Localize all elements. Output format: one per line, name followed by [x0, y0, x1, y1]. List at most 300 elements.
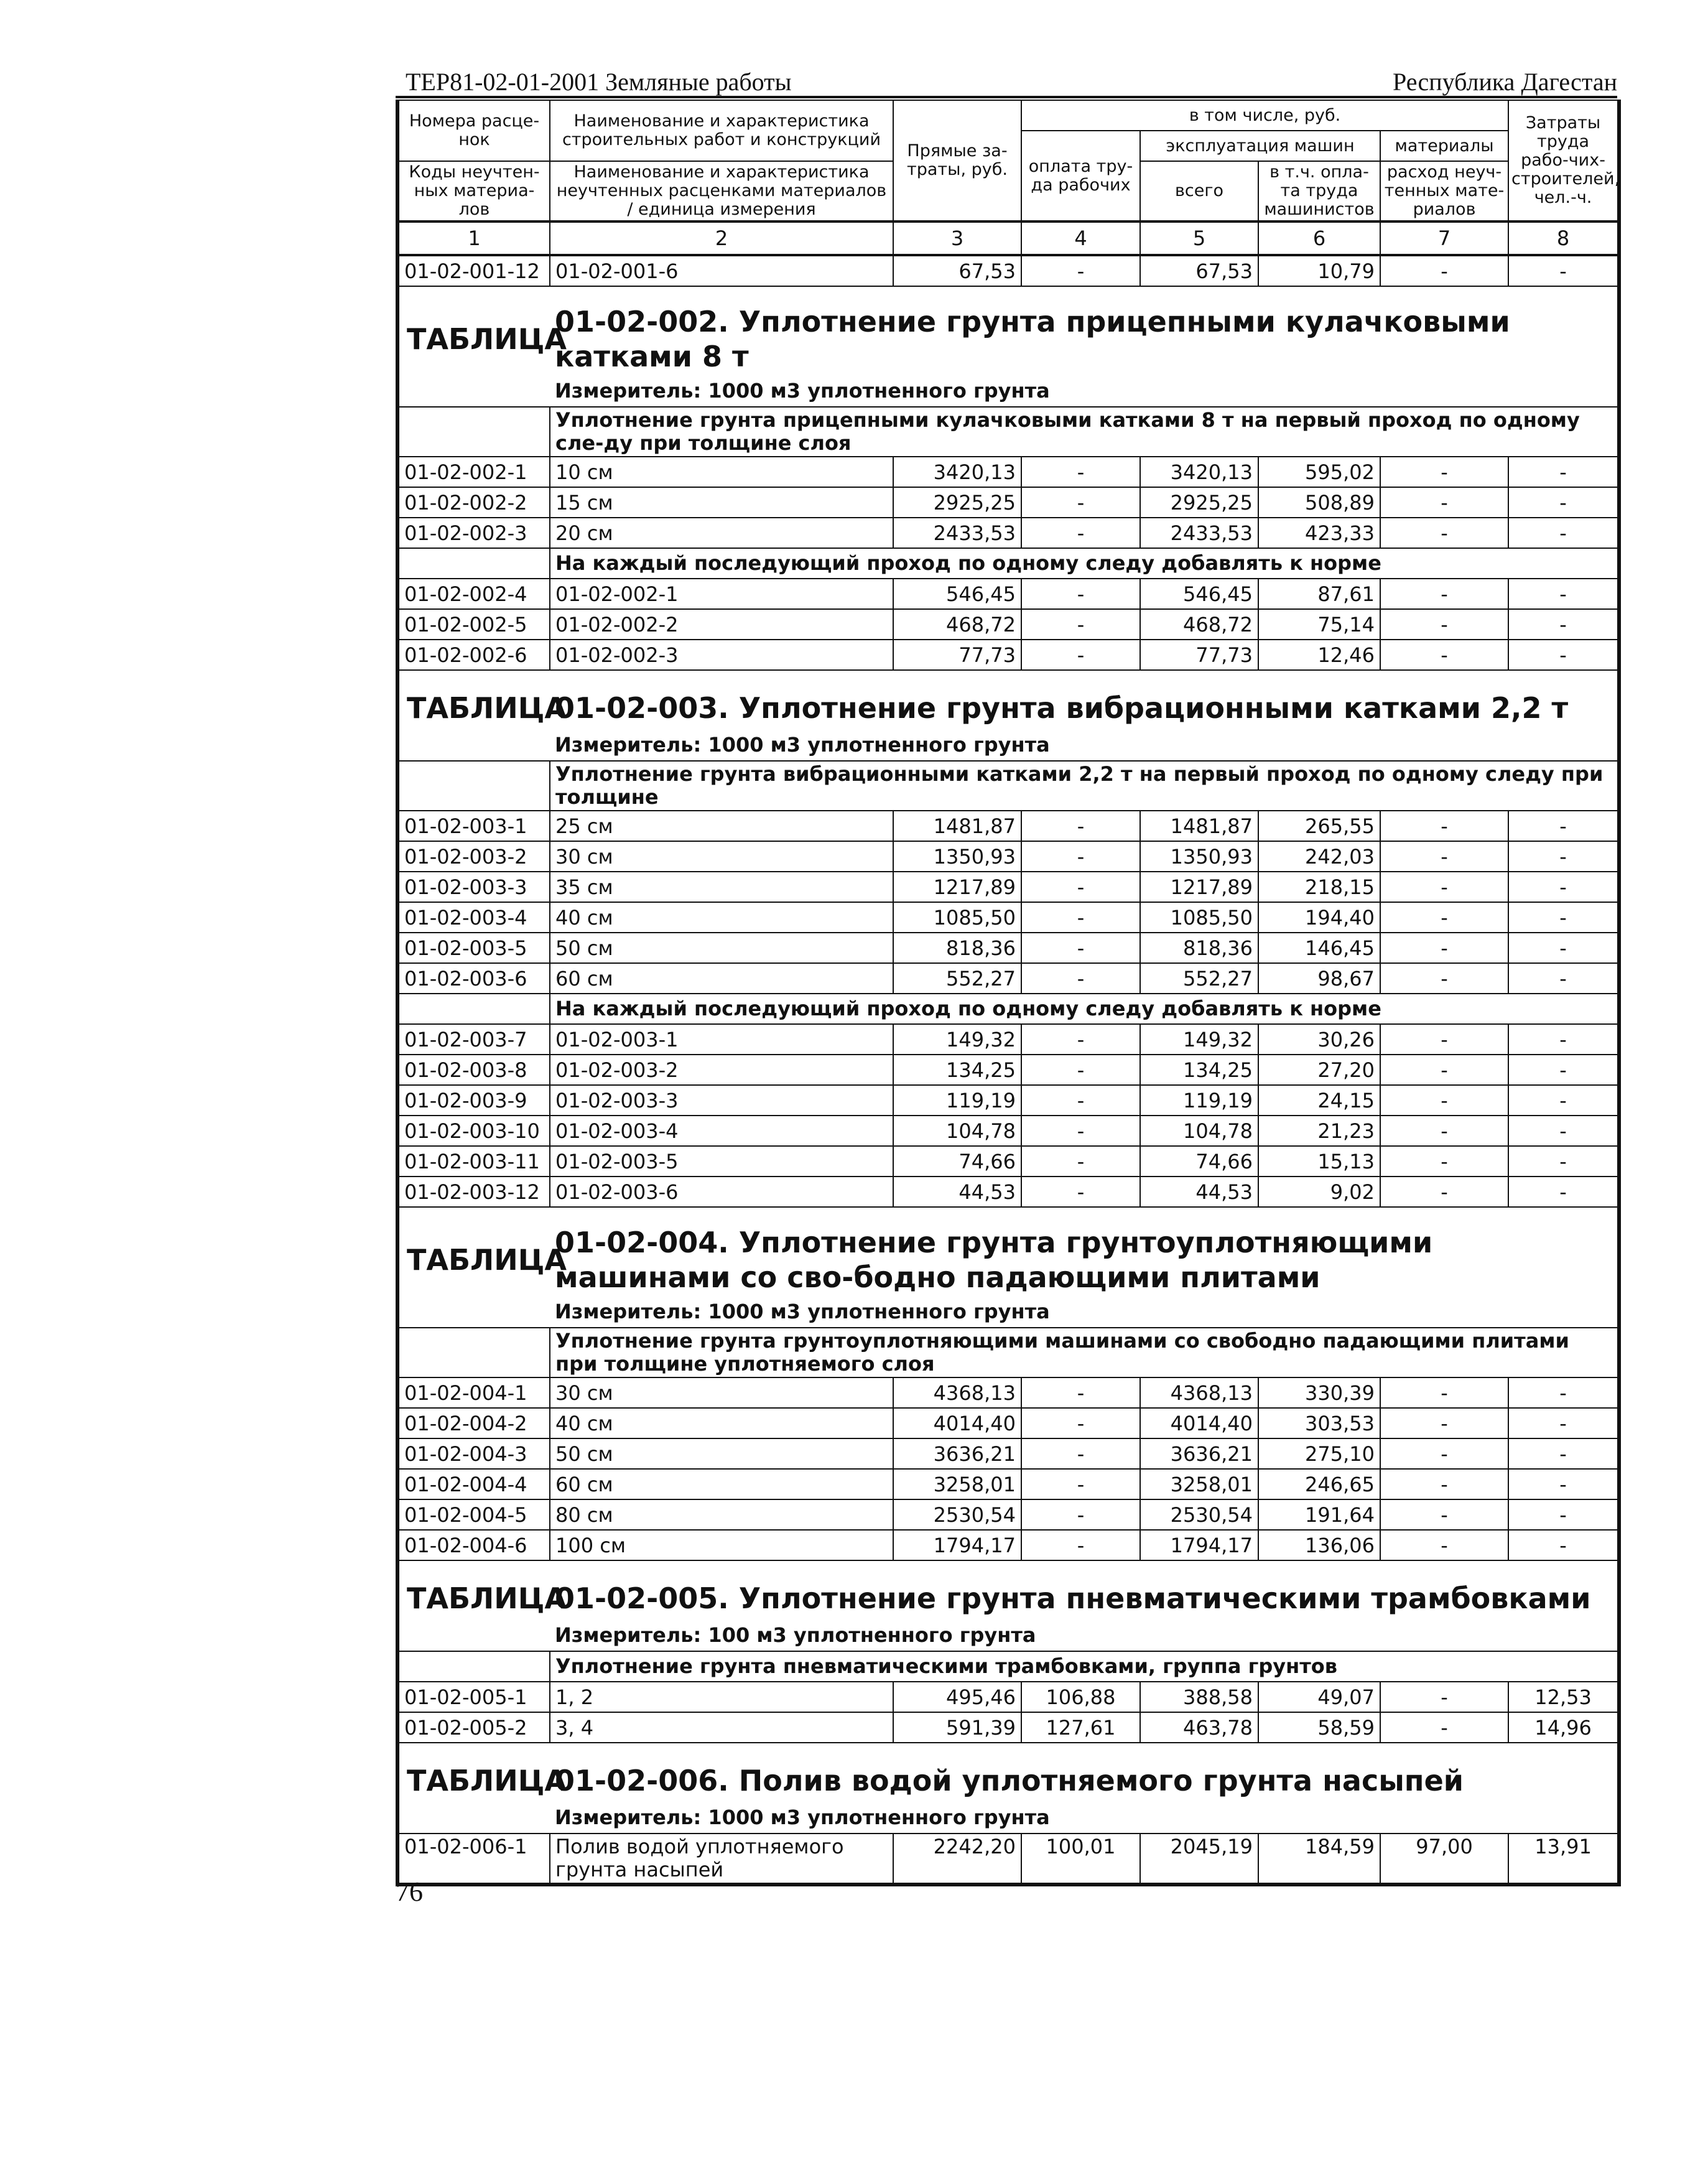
worker-pay: - — [1021, 1055, 1140, 1085]
rate-code: 01-02-003-2 — [397, 841, 550, 872]
table-row — [397, 1408, 1619, 1438]
machinist-pay: 15,13 — [1258, 1146, 1380, 1177]
rate-code: 01-02-002-1 — [397, 457, 550, 487]
machines-total: 4368,13 — [1140, 1377, 1258, 1408]
table-row — [397, 1682, 1619, 1712]
work-name: 60 см — [550, 963, 893, 994]
column-number: 1 — [397, 221, 550, 255]
worker-pay: - — [1021, 487, 1140, 518]
labor-costs: - — [1508, 255, 1619, 286]
col-header-material-codes: Коды неучтен-ных материа-лов — [397, 161, 550, 221]
table-title: 01-02-003. Уплотнение грунта вибрационными катками 2,2 т — [555, 691, 1569, 725]
machines-total: 1217,89 — [1140, 872, 1258, 902]
machinist-pay: 75,14 — [1258, 609, 1380, 640]
labor-costs: - — [1508, 1055, 1619, 1085]
materials: - — [1380, 811, 1508, 841]
materials: - — [1380, 1146, 1508, 1177]
machines-total: 67,53 — [1140, 255, 1258, 286]
direct-costs: 3420,13 — [893, 457, 1021, 487]
work-name: 25 см — [550, 811, 893, 841]
labor-costs: - — [1508, 1499, 1619, 1530]
machines-total: 468,72 — [1140, 609, 1258, 640]
direct-costs: 67,53 — [893, 255, 1021, 286]
work-name: 1, 2 — [550, 1682, 893, 1712]
work-name: 01-02-003-5 — [550, 1146, 893, 1177]
machinist-pay: 21,23 — [1258, 1116, 1380, 1146]
machines-total: 552,27 — [1140, 963, 1258, 994]
column-number-row — [397, 221, 1619, 255]
table-measure: Измеритель: 1000 м3 уплотненного грунта — [550, 375, 1619, 407]
machines-total: 1481,87 — [1140, 811, 1258, 841]
labor-costs: - — [1508, 1024, 1619, 1055]
rate-code: 01-02-004-4 — [397, 1469, 550, 1499]
worker-pay: - — [1021, 1177, 1140, 1207]
machines-total: 1794,17 — [1140, 1530, 1258, 1560]
spacer — [397, 375, 550, 407]
labor-costs: - — [1508, 457, 1619, 487]
machinist-pay: 24,15 — [1258, 1085, 1380, 1116]
machinist-pay: 194,40 — [1258, 902, 1380, 933]
direct-costs: 4368,13 — [893, 1377, 1021, 1408]
labor-costs: - — [1508, 1146, 1619, 1177]
spacer — [397, 1296, 550, 1328]
col-header-direct-costs: Прямые за-траты, руб. — [893, 100, 1021, 221]
rate-code: 01-02-002-5 — [397, 609, 550, 640]
work-name: 40 см — [550, 1408, 893, 1438]
machines-total: 546,45 — [1140, 579, 1258, 609]
table-row — [397, 1499, 1619, 1530]
table-measure: Измеритель: 1000 м3 уплотненного грунта — [550, 1802, 1619, 1834]
materials: - — [1380, 1085, 1508, 1116]
rate-code: 01-02-002-4 — [397, 579, 550, 609]
direct-costs: 119,19 — [893, 1085, 1021, 1116]
col-header-materials: материалы — [1380, 131, 1508, 161]
labor-costs: - — [1508, 609, 1619, 640]
table-title-row — [397, 303, 1619, 375]
table-row — [397, 1085, 1619, 1116]
table-row — [397, 1146, 1619, 1177]
rate-code: 01-02-003-6 — [397, 963, 550, 994]
labor-costs: - — [1508, 1085, 1619, 1116]
worker-pay: 127,61 — [1021, 1712, 1140, 1743]
table-row — [397, 1469, 1619, 1499]
spacer — [397, 1802, 550, 1834]
materials: - — [1380, 1177, 1508, 1207]
table-title-row — [397, 1577, 1619, 1619]
table-row — [397, 255, 1619, 286]
table-title: 01-02-002. Уплотнение грунта прицепными кулачковыми катками 8 т — [555, 305, 1510, 373]
spacer — [397, 548, 550, 579]
worker-pay: - — [1021, 811, 1140, 841]
machines-total: 2925,25 — [1140, 487, 1258, 518]
table-measure: Измеритель: 1000 м3 уплотненного грунта — [550, 1296, 1619, 1328]
materials: - — [1380, 1024, 1508, 1055]
direct-costs: 1794,17 — [893, 1530, 1021, 1560]
col-header-material-consumption: расход неуч-тенных мате-риалов — [1380, 161, 1508, 221]
group-title: Уплотнение грунта вибрационными катками 2,2 т на первый проход по одному следу при толщине — [550, 761, 1619, 811]
rate-code: 01-02-002-6 — [397, 640, 550, 670]
work-name: 100 см — [550, 1530, 893, 1560]
labor-costs: - — [1508, 933, 1619, 963]
table-title: 01-02-006. Полив водой уплотняемого грунта насыпей — [555, 1764, 1464, 1797]
machines-total: 149,32 — [1140, 1024, 1258, 1055]
work-name: 01-02-003-1 — [550, 1024, 893, 1055]
work-name: 60 см — [550, 1469, 893, 1499]
direct-costs: 2433,53 — [893, 518, 1021, 548]
table-row — [397, 1530, 1619, 1560]
machines-total: 104,78 — [1140, 1116, 1258, 1146]
work-name: Полив водой уплотняемого грунта насыпей — [550, 1834, 893, 1885]
work-name: 30 см — [550, 841, 893, 872]
spacer — [397, 1651, 550, 1682]
machinist-pay: 508,89 — [1258, 487, 1380, 518]
materials: - — [1380, 1499, 1508, 1530]
machinist-pay: 146,45 — [1258, 933, 1380, 963]
machinist-pay: 87,61 — [1258, 579, 1380, 609]
table-label: ТАБЛИЦА — [407, 691, 567, 725]
table-row — [397, 1055, 1619, 1085]
worker-pay: - — [1021, 902, 1140, 933]
rate-code: 01-02-003-10 — [397, 1116, 550, 1146]
machines-total: 4014,40 — [1140, 1408, 1258, 1438]
materials: - — [1380, 1116, 1508, 1146]
spacer — [397, 994, 550, 1024]
labor-costs: - — [1508, 1530, 1619, 1560]
table-title: 01-02-005. Уплотнение грунта пневматическими трамбовками — [555, 1582, 1591, 1615]
table-row — [397, 518, 1619, 548]
machinist-pay: 218,15 — [1258, 872, 1380, 902]
direct-costs: 2242,20 — [893, 1834, 1021, 1885]
table-label: ТАБЛИЦА — [407, 322, 567, 356]
worker-pay: - — [1021, 609, 1140, 640]
direct-costs: 104,78 — [893, 1116, 1021, 1146]
table-row — [397, 1438, 1619, 1469]
table-row — [397, 579, 1619, 609]
group-title: На каждый последующий проход по одному следу добавлять к норме — [550, 548, 1619, 579]
direct-costs: 2530,54 — [893, 1499, 1021, 1530]
machines-total: 463,78 — [1140, 1712, 1258, 1743]
machines-total: 44,53 — [1140, 1177, 1258, 1207]
table-row — [397, 933, 1619, 963]
col-header-work-name: Наименование и характеристика строительных работ и конструкций — [550, 100, 893, 161]
direct-costs: 3258,01 — [893, 1469, 1021, 1499]
work-name: 01-02-003-2 — [550, 1055, 893, 1085]
machinist-pay: 246,65 — [1258, 1469, 1380, 1499]
worker-pay: - — [1021, 579, 1140, 609]
machinist-pay: 303,53 — [1258, 1408, 1380, 1438]
worker-pay: - — [1021, 1530, 1140, 1560]
direct-costs: 468,72 — [893, 609, 1021, 640]
machines-total: 2433,53 — [1140, 518, 1258, 548]
machinist-pay: 275,10 — [1258, 1438, 1380, 1469]
machinist-pay: 49,07 — [1258, 1682, 1380, 1712]
direct-costs: 1217,89 — [893, 872, 1021, 902]
column-number: 7 — [1380, 221, 1508, 255]
spacer — [397, 407, 550, 457]
spacer — [397, 1619, 550, 1651]
direct-costs: 1085,50 — [893, 902, 1021, 933]
direct-costs: 77,73 — [893, 640, 1021, 670]
machinist-pay: 242,03 — [1258, 841, 1380, 872]
work-name: 01-02-002-2 — [550, 609, 893, 640]
table-measure: Измеритель: 1000 м3 уплотненного грунта — [550, 729, 1619, 761]
work-name: 80 см — [550, 1499, 893, 1530]
machines-total: 1350,93 — [1140, 841, 1258, 872]
worker-pay: 100,01 — [1021, 1834, 1140, 1885]
materials: - — [1380, 518, 1508, 548]
table-title-row — [397, 687, 1619, 729]
col-header-machines: эксплуатация машин — [1140, 131, 1380, 161]
materials: - — [1380, 902, 1508, 933]
machines-total: 74,66 — [1140, 1146, 1258, 1177]
worker-pay: - — [1021, 1146, 1140, 1177]
labor-costs: - — [1508, 487, 1619, 518]
materials: 97,00 — [1380, 1834, 1508, 1885]
rate-code: 01-02-004-3 — [397, 1438, 550, 1469]
group-title: Уплотнение грунта прицепными кулачковыми катками 8 т на первый проход по одному сле-ду при толщине слоя — [550, 407, 1619, 457]
machinist-pay: 9,02 — [1258, 1177, 1380, 1207]
col-header-machines-total: всего — [1140, 161, 1258, 221]
rate-code: 01-02-003-4 — [397, 902, 550, 933]
worker-pay: 106,88 — [1021, 1682, 1140, 1712]
materials: - — [1380, 255, 1508, 286]
machinist-pay: 595,02 — [1258, 457, 1380, 487]
labor-costs: 14,96 — [1508, 1712, 1619, 1743]
table-row — [397, 872, 1619, 902]
table-row — [397, 1116, 1619, 1146]
materials: - — [1380, 487, 1508, 518]
worker-pay: - — [1021, 457, 1140, 487]
running-header-title: ТЕР81-02-01-2001 Земляные работы — [406, 68, 792, 96]
direct-costs: 3636,21 — [893, 1438, 1021, 1469]
worker-pay: - — [1021, 841, 1140, 872]
rate-code: 01-02-003-12 — [397, 1177, 550, 1207]
spacer — [397, 1328, 550, 1377]
table-row — [397, 963, 1619, 994]
labor-costs: - — [1508, 579, 1619, 609]
direct-costs: 1481,87 — [893, 811, 1021, 841]
column-number: 8 — [1508, 221, 1619, 255]
materials: - — [1380, 963, 1508, 994]
col-header-material-names: Наименование и характеристика неучтенных расценками материалов / единица измерения — [550, 161, 893, 221]
materials: - — [1380, 457, 1508, 487]
work-name: 01-02-003-6 — [550, 1177, 893, 1207]
labor-costs: 13,91 — [1508, 1834, 1619, 1885]
group-title: Уплотнение грунта пневматическими трамбовками, группа грунтов — [550, 1651, 1619, 1682]
worker-pay: - — [1021, 518, 1140, 548]
table-label: ТАБЛИЦА — [407, 1243, 567, 1277]
rate-code: 01-02-002-3 — [397, 518, 550, 548]
worker-pay: - — [1021, 1085, 1140, 1116]
machinist-pay: 27,20 — [1258, 1055, 1380, 1085]
machines-total: 119,19 — [1140, 1085, 1258, 1116]
spacer — [397, 761, 550, 811]
labor-costs: - — [1508, 518, 1619, 548]
table-measure: Измеритель: 100 м3 уплотненного грунта — [550, 1619, 1619, 1651]
direct-costs: 818,36 — [893, 933, 1021, 963]
column-number: 4 — [1021, 221, 1140, 255]
worker-pay: - — [1021, 1408, 1140, 1438]
running-header-region: Республика Дагестан — [1393, 68, 1617, 96]
col-header-rate-number: Номера расце-нок — [397, 100, 550, 161]
machines-total: 1085,50 — [1140, 902, 1258, 933]
materials: - — [1380, 609, 1508, 640]
rate-code: 01-02-001-12 — [397, 255, 550, 286]
machines-total: 77,73 — [1140, 640, 1258, 670]
table-row — [397, 457, 1619, 487]
worker-pay: - — [1021, 1469, 1140, 1499]
table-row — [397, 1712, 1619, 1743]
work-name: 01-02-002-3 — [550, 640, 893, 670]
work-name: 20 см — [550, 518, 893, 548]
table-row — [397, 1024, 1619, 1055]
work-name: 50 см — [550, 933, 893, 963]
machines-total: 3258,01 — [1140, 1469, 1258, 1499]
machinist-pay: 184,59 — [1258, 1834, 1380, 1885]
rate-code: 01-02-003-7 — [397, 1024, 550, 1055]
materials: - — [1380, 933, 1508, 963]
materials: - — [1380, 1712, 1508, 1743]
table-title: 01-02-004. Уплотнение грунта грунтоуплотняющими машинами со сво-бодно падающими плитами — [555, 1226, 1433, 1294]
direct-costs: 2925,25 — [893, 487, 1021, 518]
table-row — [397, 902, 1619, 933]
machines-total: 134,25 — [1140, 1055, 1258, 1085]
machinist-pay: 423,33 — [1258, 518, 1380, 548]
col-header-including: в том числе, руб. — [1021, 100, 1508, 131]
materials: - — [1380, 1408, 1508, 1438]
machines-total: 2530,54 — [1140, 1499, 1258, 1530]
labor-costs: - — [1508, 872, 1619, 902]
work-name: 50 см — [550, 1438, 893, 1469]
group-title: На каждый последующий проход по одному следу добавлять к норме — [550, 994, 1619, 1024]
rate-code: 01-02-004-5 — [397, 1499, 550, 1530]
labor-costs: - — [1508, 1469, 1619, 1499]
machines-total: 388,58 — [1140, 1682, 1258, 1712]
direct-costs: 44,53 — [893, 1177, 1021, 1207]
work-name: 10 см — [550, 457, 893, 487]
labor-costs: - — [1508, 1408, 1619, 1438]
work-name: 01-02-001-6 — [550, 255, 893, 286]
table-row — [397, 609, 1619, 640]
column-number: 5 — [1140, 221, 1258, 255]
col-header-labor-costs: Затраты труда рабо-чих-строителей, чел.-ч. — [1508, 100, 1619, 221]
rate-code: 01-02-002-2 — [397, 487, 550, 518]
spacer — [397, 729, 550, 761]
worker-pay: - — [1021, 1377, 1140, 1408]
labor-costs: - — [1508, 811, 1619, 841]
direct-costs: 149,32 — [893, 1024, 1021, 1055]
work-name: 35 см — [550, 872, 893, 902]
materials: - — [1380, 1438, 1508, 1469]
materials: - — [1380, 1682, 1508, 1712]
table-row — [397, 1377, 1619, 1408]
direct-costs: 591,39 — [893, 1712, 1021, 1743]
page-number: 76 — [396, 1876, 423, 1907]
materials: - — [1380, 1530, 1508, 1560]
direct-costs: 74,66 — [893, 1146, 1021, 1177]
machinist-pay: 265,55 — [1258, 811, 1380, 841]
group-title: Уплотнение грунта грунтоуплотняющими машинами со свободно падающими плитами при толщине уплотняемого слоя — [550, 1328, 1619, 1377]
machinist-pay: 58,59 — [1258, 1712, 1380, 1743]
column-number: 2 — [550, 221, 893, 255]
direct-costs: 134,25 — [893, 1055, 1021, 1085]
labor-costs: - — [1508, 963, 1619, 994]
work-name: 30 см — [550, 1377, 893, 1408]
materials: - — [1380, 640, 1508, 670]
direct-costs: 495,46 — [893, 1682, 1021, 1712]
table-row — [397, 811, 1619, 841]
labor-costs: - — [1508, 1438, 1619, 1469]
header-rule — [396, 96, 1617, 98]
rate-code: 01-02-005-1 — [397, 1682, 550, 1712]
machinist-pay: 12,46 — [1258, 640, 1380, 670]
worker-pay: - — [1021, 1438, 1140, 1469]
materials: - — [1380, 841, 1508, 872]
rate-code: 01-02-003-9 — [397, 1085, 550, 1116]
machinist-pay: 136,06 — [1258, 1530, 1380, 1560]
machines-total: 3420,13 — [1140, 457, 1258, 487]
machines-total: 3636,21 — [1140, 1438, 1258, 1469]
work-name: 3, 4 — [550, 1712, 893, 1743]
machinist-pay: 10,79 — [1258, 255, 1380, 286]
materials: - — [1380, 1377, 1508, 1408]
column-number: 6 — [1258, 221, 1380, 255]
rate-code: 01-02-004-2 — [397, 1408, 550, 1438]
labor-costs: - — [1508, 1377, 1619, 1408]
labor-costs: 12,53 — [1508, 1682, 1619, 1712]
materials: - — [1380, 1469, 1508, 1499]
machines-total: 2045,19 — [1140, 1834, 1258, 1885]
machinist-pay: 330,39 — [1258, 1377, 1380, 1408]
table-label: ТАБЛИЦА — [407, 1582, 567, 1615]
table-row — [397, 487, 1619, 518]
table-row — [397, 1834, 1619, 1885]
labor-costs: - — [1508, 640, 1619, 670]
labor-costs: - — [1508, 902, 1619, 933]
worker-pay: - — [1021, 1024, 1140, 1055]
col-header-worker-pay: оплата тру-да рабочих — [1021, 131, 1140, 221]
machines-total: 818,36 — [1140, 933, 1258, 963]
work-name: 01-02-003-3 — [550, 1085, 893, 1116]
direct-costs: 552,27 — [893, 963, 1021, 994]
materials: - — [1380, 872, 1508, 902]
machinist-pay: 30,26 — [1258, 1024, 1380, 1055]
work-name: 01-02-002-1 — [550, 579, 893, 609]
rate-code: 01-02-003-1 — [397, 811, 550, 841]
direct-costs: 4014,40 — [893, 1408, 1021, 1438]
materials: - — [1380, 1055, 1508, 1085]
rate-code: 01-02-004-1 — [397, 1377, 550, 1408]
table-label: ТАБЛИЦА — [407, 1764, 567, 1797]
worker-pay: - — [1021, 255, 1140, 286]
price-table — [396, 100, 1621, 1886]
rate-code: 01-02-006-1 — [397, 1834, 550, 1885]
direct-costs: 1350,93 — [893, 841, 1021, 872]
rate-code: 01-02-005-2 — [397, 1712, 550, 1743]
table-row — [397, 1177, 1619, 1207]
materials: - — [1380, 579, 1508, 609]
rate-code: 01-02-003-11 — [397, 1146, 550, 1177]
direct-costs: 546,45 — [893, 579, 1021, 609]
labor-costs: - — [1508, 1116, 1619, 1146]
labor-costs: - — [1508, 1177, 1619, 1207]
machinist-pay: 98,67 — [1258, 963, 1380, 994]
table-title-row — [397, 1759, 1619, 1802]
worker-pay: - — [1021, 1499, 1140, 1530]
worker-pay: - — [1021, 1116, 1140, 1146]
worker-pay: - — [1021, 872, 1140, 902]
table-row — [397, 841, 1619, 872]
